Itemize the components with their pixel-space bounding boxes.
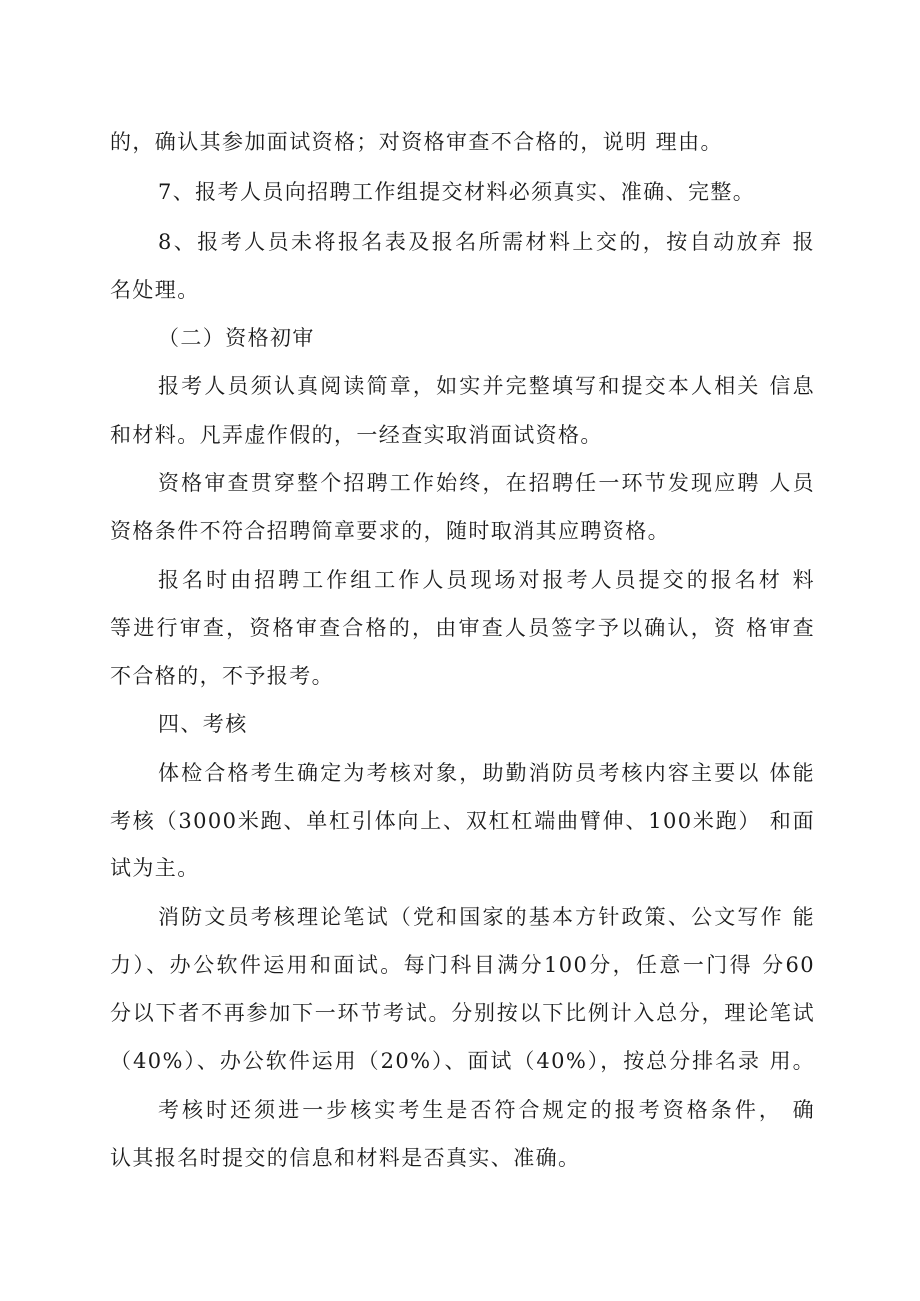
section-heading-assessment: 四、考核: [158, 712, 248, 736]
text-line-6: 报考人员须认真阅读简章，如实并完整填写和提交本人相关 信息: [158, 374, 815, 398]
text-line-15: 考核（3000米跑、单杠引体向上、双杠杠端曲臂伸、100米跑） 和面: [110, 809, 815, 833]
text-line-21: 考核时还须进一步核实考生是否符合规定的报考资格条件， 确: [158, 1098, 815, 1122]
text-line-22: 认其报名时提交的信息和材料是否真实、准确。: [110, 1146, 581, 1170]
text-line-17: 消防文员考核理论笔试（党和国家的基本方针政策、公文写作 能: [158, 905, 815, 929]
text-line-3: 8、报考人员未将报名表及报名所需材料上交的，按自动放弃 报: [158, 230, 815, 254]
text-line-4: 名处理。: [110, 278, 200, 302]
text-line-8: 资格审查贯穿整个招聘工作始终，在招聘任一环节发现应聘 人员: [158, 471, 815, 495]
text-line-20: （40%）、办公软件运用（20%）、面试（40%），按总分排名录 用。: [110, 1049, 815, 1073]
text-line-2: 7、报考人员向招聘工作组提交材料必须真实、准确、完整。: [158, 180, 756, 204]
text-line-10: 报名时由招聘工作组工作人员现场对报考人员提交的报名材 料: [158, 568, 815, 592]
text-line-7: 和材料。凡弄虚作假的，一经查实取消面试资格。: [110, 423, 603, 447]
text-line-9: 资格条件不符合招聘简章要求的，随时取消其应聘资格。: [110, 519, 670, 543]
text-line-1: 的，确认其参加面试资格；对资格审查不合格的，说明 理由。: [110, 130, 723, 154]
text-line-11: 等进行审查，资格审查合格的，由审查人员签字予以确认，资 格审查: [110, 616, 815, 640]
text-line-14: 体检合格考生确定为考核对象，助勤消防员考核内容主要以 体能: [158, 761, 815, 785]
text-line-12: 不合格的，不予报考。: [110, 664, 334, 688]
section-heading-qualification-review: （二）资格初审: [158, 326, 315, 350]
text-line-19: 分以下者不再参加下一环节考试。分别按以下比例计入总分，理论笔试: [110, 1001, 815, 1025]
text-line-18: 力）、办公软件运用和面试。每门科目满分100分，任意一门得 分60: [110, 953, 815, 977]
text-line-16: 试为主。: [110, 856, 200, 880]
